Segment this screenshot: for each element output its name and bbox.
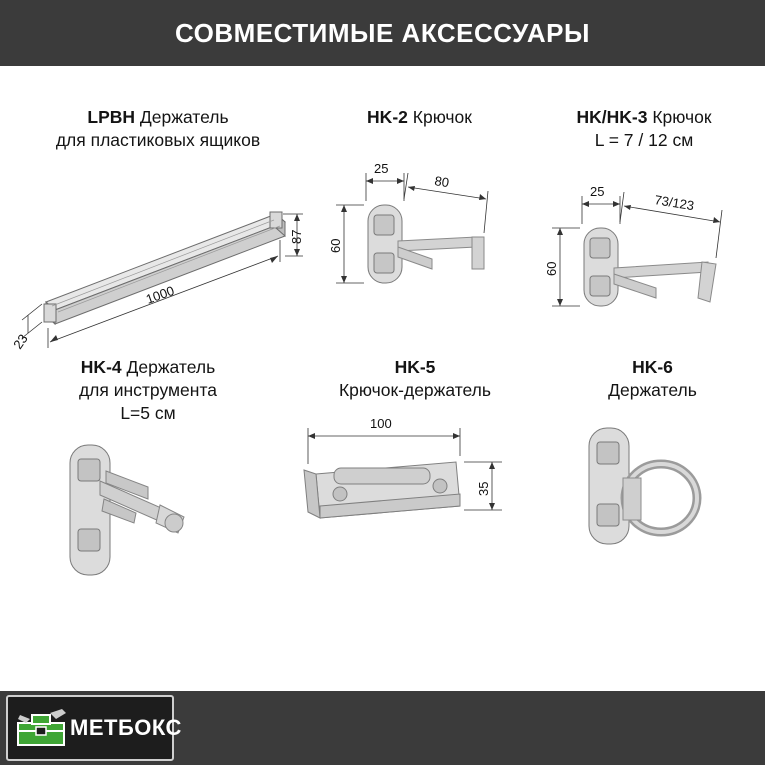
hk2-dim-80: 80 <box>433 173 451 191</box>
item-hk5-title <box>290 356 540 402</box>
hk3-dim-25: 25 <box>590 184 605 199</box>
item-hk4-line2: для инструмента <box>78 380 218 400</box>
page-header <box>0 0 765 66</box>
hk2-dim-25: 25 <box>374 161 389 176</box>
item-hk2-code: HK-2 <box>367 107 408 127</box>
hk2-dim-60: 60 <box>328 238 343 253</box>
item-lpbh-name: Держатель <box>139 107 229 127</box>
item-hk4-figure <box>8 425 288 625</box>
item-hk3-title <box>530 106 758 152</box>
lpbh-drawing <box>8 152 308 362</box>
item-hk2 <box>312 106 527 329</box>
hk2-drawing <box>312 129 527 329</box>
item-hk6-figure <box>545 402 760 602</box>
item-hk3 <box>530 106 758 352</box>
hk5-dim-35: 35 <box>476 481 491 496</box>
item-hk4-name: Держатель <box>126 357 216 377</box>
item-hk5-line2: Крючок-держатель <box>338 380 492 400</box>
item-hk3-code: HK/HK-3 <box>576 107 648 127</box>
page-title: СОВМЕСТИМЫЕ АКСЕССУАРЫ <box>175 17 590 48</box>
item-hk4-title <box>8 356 288 425</box>
hk6-drawing <box>545 402 760 602</box>
item-hk6 <box>545 356 760 602</box>
lpbh-dim-23: 23 <box>10 331 31 352</box>
item-lpbh-title <box>8 106 308 152</box>
item-hk4 <box>8 356 288 625</box>
item-hk3-figure <box>530 152 758 352</box>
hk3-drawing <box>530 152 758 352</box>
item-lpbh-line2: для пластиковых ящиков <box>55 130 261 150</box>
lpbh-dim-87: 87 <box>289 229 304 244</box>
hk5-drawing <box>290 402 540 602</box>
item-hk5 <box>290 356 540 602</box>
item-lpbh <box>8 106 308 362</box>
item-hk5-figure <box>290 402 540 602</box>
item-hk2-figure <box>312 129 527 329</box>
item-hk3-name: Крючок <box>652 107 712 127</box>
hk3-dim-60: 60 <box>544 261 559 276</box>
item-hk2-name: Крючок <box>412 107 472 127</box>
toolbox-icon <box>14 705 68 751</box>
item-hk4-line3: L=5 см <box>120 403 176 423</box>
item-hk5-code: HK-5 <box>394 357 436 377</box>
item-lpbh-code: LPBH <box>87 107 136 127</box>
brand-name: МЕТБОКС <box>70 715 182 740</box>
item-hk6-line2: Держатель <box>608 380 697 400</box>
item-hk2-title <box>312 106 527 129</box>
hk5-dim-100: 100 <box>370 416 392 431</box>
item-lpbh-figure <box>8 152 308 362</box>
hk4-drawing <box>8 425 288 625</box>
item-hk3-line2: L = 7 / 12 см <box>594 130 694 150</box>
lpbh-dim-1000: 1000 <box>143 282 177 307</box>
brand-logo <box>6 695 182 761</box>
hk3-dim-73-123: 73/123 <box>653 192 696 214</box>
accessories-grid <box>0 66 765 691</box>
page-footer <box>0 691 765 765</box>
item-hk4-code: HK-4 <box>80 357 122 377</box>
item-hk6-code: HK-6 <box>632 357 673 377</box>
item-hk6-title <box>545 356 760 402</box>
